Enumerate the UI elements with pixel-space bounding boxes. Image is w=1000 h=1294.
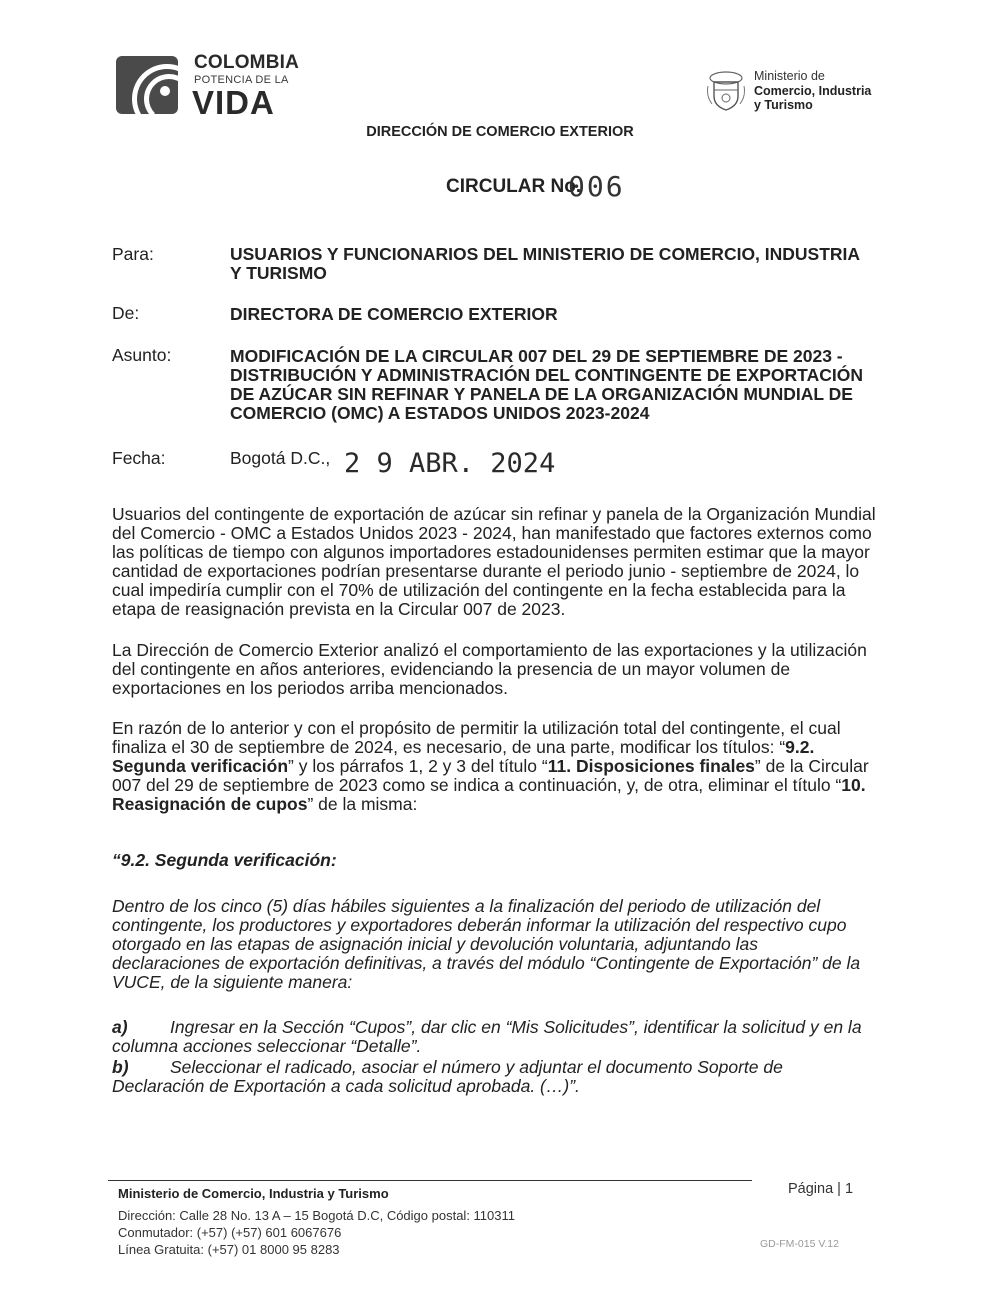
logo-text-colombia: COLOMBIA — [194, 52, 300, 73]
ministry-name-line1: Ministerio de — [754, 69, 825, 83]
asunto-label: Asunto: — [112, 345, 172, 365]
colombia-logo-mark — [116, 56, 178, 114]
paragraph-line: cantidad de exportaciones podrían presentarse durante el periodo junio - septiembre de 2024, lo — [112, 561, 860, 581]
paragraph-2 — [112, 641, 880, 698]
footer-address: Dirección: Calle 28 No. 13 A – 15 Bogotá D.C, Código postal: 110311 — [118, 1208, 515, 1223]
text-run: 007 del 29 de septiembre de 2023 como se indica a continuación, y, de otra, eliminar el título “ — [112, 775, 842, 795]
coat-of-arms-icon — [706, 68, 746, 112]
circular-label: CIRCULAR No. — [446, 176, 582, 197]
paragraph-line — [112, 795, 880, 814]
quote-section-title: “9.2. Segunda verificación: — [112, 850, 337, 870]
bold-run: 11. Disposiciones finales — [547, 756, 755, 776]
asunto-line4: COMERCIO (OMC) A ESTADOS UNIDOS 2023-2024 — [230, 403, 650, 423]
para-value — [230, 245, 890, 283]
paragraph-line: del Comercio - OMC a Estados Unidos 2023 - 2024, han manifestado que factores externos como — [112, 523, 872, 543]
circular-number: 006 — [568, 170, 625, 203]
paragraph-line: contingente, los productores y exportadores deberán informar la utilización del respectivo cupo — [112, 915, 847, 935]
footer-phone: Conmutador: (+57) (+57) 601 6067676 — [118, 1225, 342, 1240]
paragraph-line — [112, 1018, 880, 1037]
text-run: ” de la misma: — [307, 794, 418, 814]
footer-divider — [108, 1180, 752, 1181]
asunto-line3: DE AZÚCAR SIN REFINAR Y PANELA DE LA ORGANIZACIÓN MUNDIAL DE — [230, 384, 853, 404]
paragraph-line: Declaración de Exportación a cada solicitud aprobada. (…)”. — [112, 1076, 580, 1096]
paragraph-line: columna acciones seleccionar “Detalle”. — [112, 1036, 422, 1056]
paragraph-line — [112, 776, 880, 795]
list-item-b — [112, 1058, 880, 1096]
paragraph-1 — [112, 505, 880, 619]
paragraph-line: Dentro de los cinco (5) días hábiles siguientes a la finalización del periodo de utilización del — [112, 896, 821, 916]
paragraph-3 — [112, 719, 880, 814]
paragraph-line: exportaciones en los periodos arriba mencionados. — [112, 678, 508, 698]
paragraph-line: VUCE, de la siguiente manera: — [112, 972, 353, 992]
de-label: De: — [112, 303, 140, 323]
para-value-line2: Y TURISMO — [230, 263, 327, 283]
paragraph-line — [112, 738, 880, 757]
asunto-line1: MODIFICACIÓN DE LA CIRCULAR 007 DEL 29 DE SEPTIEMBRE DE 2023 - — [230, 346, 843, 366]
para-label: Para: — [112, 244, 154, 264]
paragraph-line: declaraciones de exportación definitivas, a través del módulo “Contingente de Exportación” de la — [112, 953, 861, 973]
bold-run: 10. — [841, 775, 866, 795]
list-item-letter: a) — [112, 1017, 128, 1037]
footer-ministry: Ministerio de Comercio, Industria y Turismo — [118, 1186, 389, 1201]
text-run: Seleccionar el radicado, asociar el número y adjuntar el documento Soporte de — [170, 1057, 783, 1077]
text-run: ” de la Circular — [754, 756, 869, 776]
paragraph-line — [112, 1058, 880, 1077]
form-code: GD-FM-015 V.12 — [760, 1238, 839, 1250]
list-item-letter: b) — [112, 1057, 129, 1077]
ministry-name-line2: Comercio, Industria — [754, 84, 872, 98]
quote-paragraph — [112, 897, 880, 992]
de-value: DIRECTORA DE COMERCIO EXTERIOR — [230, 304, 558, 324]
para-value-line1: USUARIOS Y FUNCIONARIOS DEL MINISTERIO DE COMERCIO, INDUSTRIA — [230, 244, 861, 264]
text-run: Ingresar en la Sección “Cupos”, dar clic en “Mis Solicitudes”, identificar la solicitud y en la — [170, 1017, 862, 1037]
logo-text-potencia: POTENCIA DE LA — [194, 74, 289, 86]
text-run: finaliza el 30 de septiembre de 2024, es necesario, de una parte, modificar los títulos: “ — [112, 737, 786, 757]
paragraph-line: etapa de reasignación prevista en la Circular 007 de 2023. — [112, 599, 566, 619]
bold-run: Segunda verificación — [112, 756, 289, 776]
page-number: Página | 1 — [788, 1181, 854, 1197]
paragraph-line: del contingente en años anteriores, evidenciando la presencia de un mayor volumen de — [112, 659, 791, 679]
ministry-name-line3: y Turismo — [754, 98, 813, 112]
paragraph-line: La Dirección de Comercio Exterior analizó el comportamiento de las exportaciones y la utilización — [112, 640, 867, 660]
paragraph-line: Usuarios del contingente de exportación de azúcar sin refinar y panela de la Organización Mundial — [112, 504, 876, 524]
asunto-line2: DISTRIBUCIÓN Y ADMINISTRACIÓN DEL CONTINGENTE DE EXPORTACIÓN — [230, 365, 863, 385]
fecha-label: Fecha: — [112, 448, 166, 468]
asunto-value — [230, 347, 890, 423]
fecha-stamp: 2 9 ABR. 2024 — [344, 448, 556, 479]
logo-text-vida: VIDA — [192, 84, 275, 121]
paragraph-line: cual impediría cumplir con el 70% de utilización del contingente en la fecha establecida para la — [112, 580, 846, 600]
list-item-a — [112, 1018, 880, 1056]
text-run: ” y los párrafos 1, 2 y 3 del título “ — [288, 756, 548, 776]
paragraph-line: las políticas de tiempo con algunos importadores estadounidenses permiten estimar que la mayor — [112, 542, 870, 562]
footer-free-line: Línea Gratuita: (+57) 01 8000 95 8283 — [118, 1242, 340, 1257]
paragraph-line: En razón de lo anterior y con el propósito de permitir la utilización total del contingente, el cual — [112, 718, 841, 738]
bold-run: Reasignación de cupos — [112, 794, 308, 814]
bold-run: 9.2. — [785, 737, 815, 757]
direccion-heading: DIRECCIÓN DE COMERCIO EXTERIOR — [366, 124, 634, 140]
paragraph-line: otorgado en las etapas de asignación inicial y devolución voluntaria, adjuntando las — [112, 934, 758, 954]
fecha-place: Bogotá D.C., — [230, 448, 331, 468]
paragraph-line — [112, 757, 880, 776]
